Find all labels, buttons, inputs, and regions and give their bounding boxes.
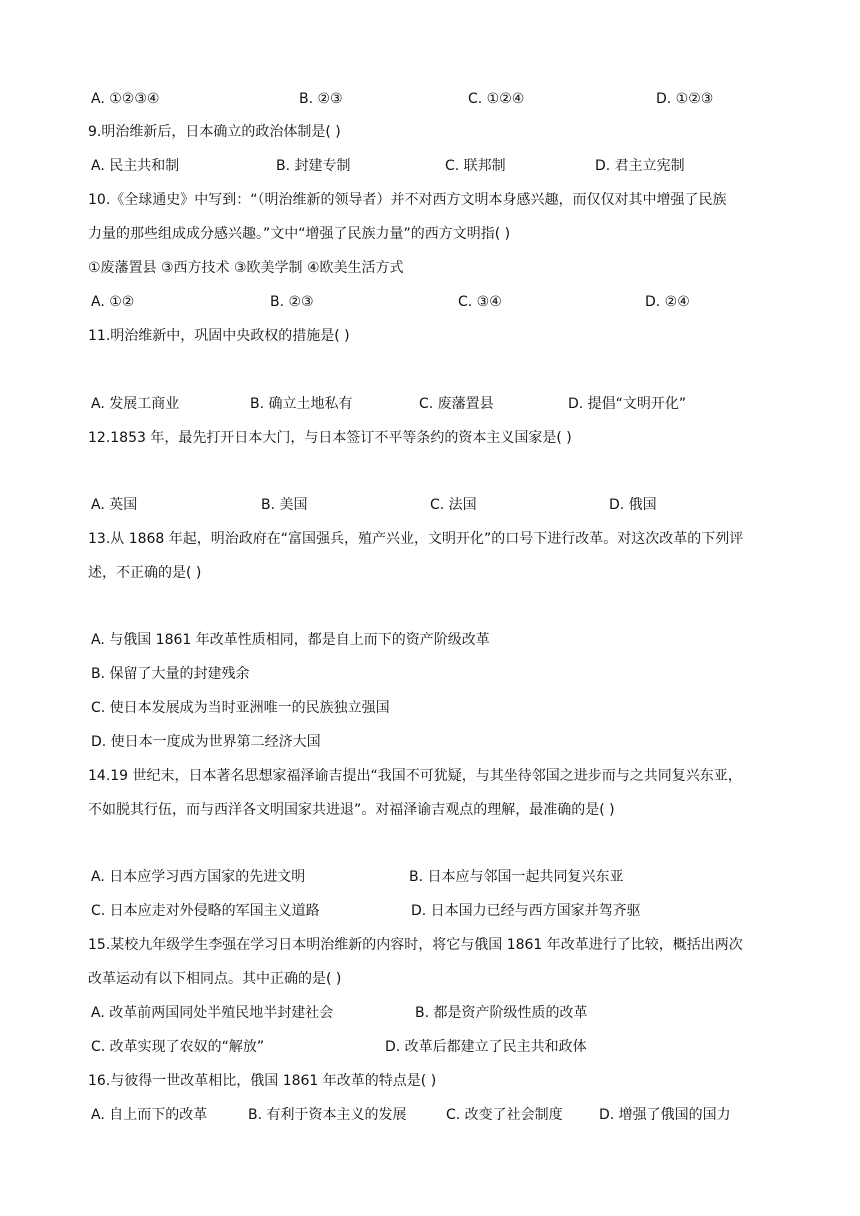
question-stem-line-1: 13.从 1868 年起，明治政府在“富国强兵，殖产兴业，文明开化”的口号下进行改革。对这次改革的下列评 [88, 531, 744, 547]
option-c: C. 改变了社会制度 [446, 1107, 563, 1123]
option-c: C. ③④ [458, 294, 502, 310]
question-stem-line-1: 15.某校九年级学生李强在学习日本明治维新的内容时，将它与俄国 1861 年改革进行了比较，概括出两次 [88, 937, 743, 953]
option-a: A. ①②③④ [91, 91, 160, 107]
numbered-items: ①废藩置县 ③西方技术 ③欧美学制 ④欧美生活方式 [88, 260, 404, 276]
option-b: B. ②③ [299, 91, 343, 107]
question-stem-line-2: 不如脱其行伍，而与西洋各文明国家共进退”。对福泽谕吉观点的理解，最准确的是( ) [88, 802, 615, 818]
option-d: D. 增强了俄国的国力 [599, 1107, 731, 1123]
option-d: D. ②④ [645, 294, 690, 310]
option-c: C. ①②④ [468, 91, 525, 107]
option-b: B. 美国 [261, 497, 308, 513]
question-stem: 16.与彼得一世改革相比，俄国 1861 年改革的特点是( ) [88, 1073, 437, 1089]
question-stem: 12.1853 年，最先打开日本大门，与日本签订不平等条约的资本主义国家是( ) [88, 430, 572, 446]
question-stem-line-2: 述，不正确的是( ) [88, 565, 202, 581]
option-b: B. 封建专制 [276, 158, 351, 174]
option-d: D. ①②③ [656, 91, 714, 107]
option-b: B. 保留了大量的封建残余 [91, 666, 250, 682]
option-a: A. 改革前两国同处半殖民地半封建社会 [91, 1005, 334, 1021]
option-c: C. 法国 [430, 497, 477, 513]
option-d: D. 日本国力已经与西方国家并驾齐驱 [411, 903, 641, 919]
option-a: A. 发展工商业 [91, 396, 180, 412]
question-stem-line-1: 10.《全球通史》中写到：“（明治维新的领导者）并不对西方文明本身感兴趣，而仅仅对其中增强了民族 [88, 192, 727, 208]
option-b: B. ②③ [270, 294, 314, 310]
option-a: A. 自上而下的改革 [91, 1107, 208, 1123]
option-b: B. 都是资产阶级性质的改革 [415, 1005, 588, 1021]
question-stem: 9.明治维新后，日本确立的政治体制是( ) [88, 124, 341, 140]
option-c: C. 废藩置县 [419, 396, 494, 412]
option-a: A. 民主共和制 [91, 158, 180, 174]
question-stem-line-2: 力量的那些组成成分感兴趣。”文中“增强了民族力量”的西方文明指( ) [88, 226, 511, 242]
option-d: D. 使日本一度成为世界第二经济大国 [91, 734, 321, 750]
question-stem: 11.明治维新中，巩固中央政权的措施是( ) [88, 328, 350, 344]
option-a: A. ①② [91, 294, 135, 310]
option-b: B. 有利于资本主义的发展 [248, 1107, 407, 1123]
option-d: D. 改革后都建立了民主共和政体 [385, 1039, 587, 1055]
option-d: D. 提倡“文明开化” [568, 396, 687, 412]
option-b: B. 确立土地私有 [250, 396, 353, 412]
option-a: A. 英国 [91, 497, 138, 513]
option-a: A. 日本应学习西方国家的先进文明 [91, 869, 306, 885]
option-b: B. 日本应与邻国一起共同复兴东亚 [409, 869, 624, 885]
option-c: C. 使日本发展成为当时亚洲唯一的民族独立强国 [91, 700, 390, 716]
option-c: C. 联邦制 [445, 158, 506, 174]
option-d: D. 君主立宪制 [595, 158, 685, 174]
option-c: C. 日本应走对外侵略的军国主义道路 [91, 903, 320, 919]
question-stem-line-2: 改革运动有以下相同点。其中正确的是( ) [88, 971, 342, 987]
question-stem-line-1: 14.19 世纪末，日本著名思想家福泽谕吉提出“我国不可犹疑，与其坐待邻国之进步而与之共同复兴东亚， [88, 768, 742, 784]
option-c: C. 改革实现了农奴的“解放” [91, 1039, 265, 1055]
option-d: D. 俄国 [609, 497, 657, 513]
option-a: A. 与俄国 1861 年改革性质相同，都是自上而下的资产阶级改革 [91, 632, 490, 648]
